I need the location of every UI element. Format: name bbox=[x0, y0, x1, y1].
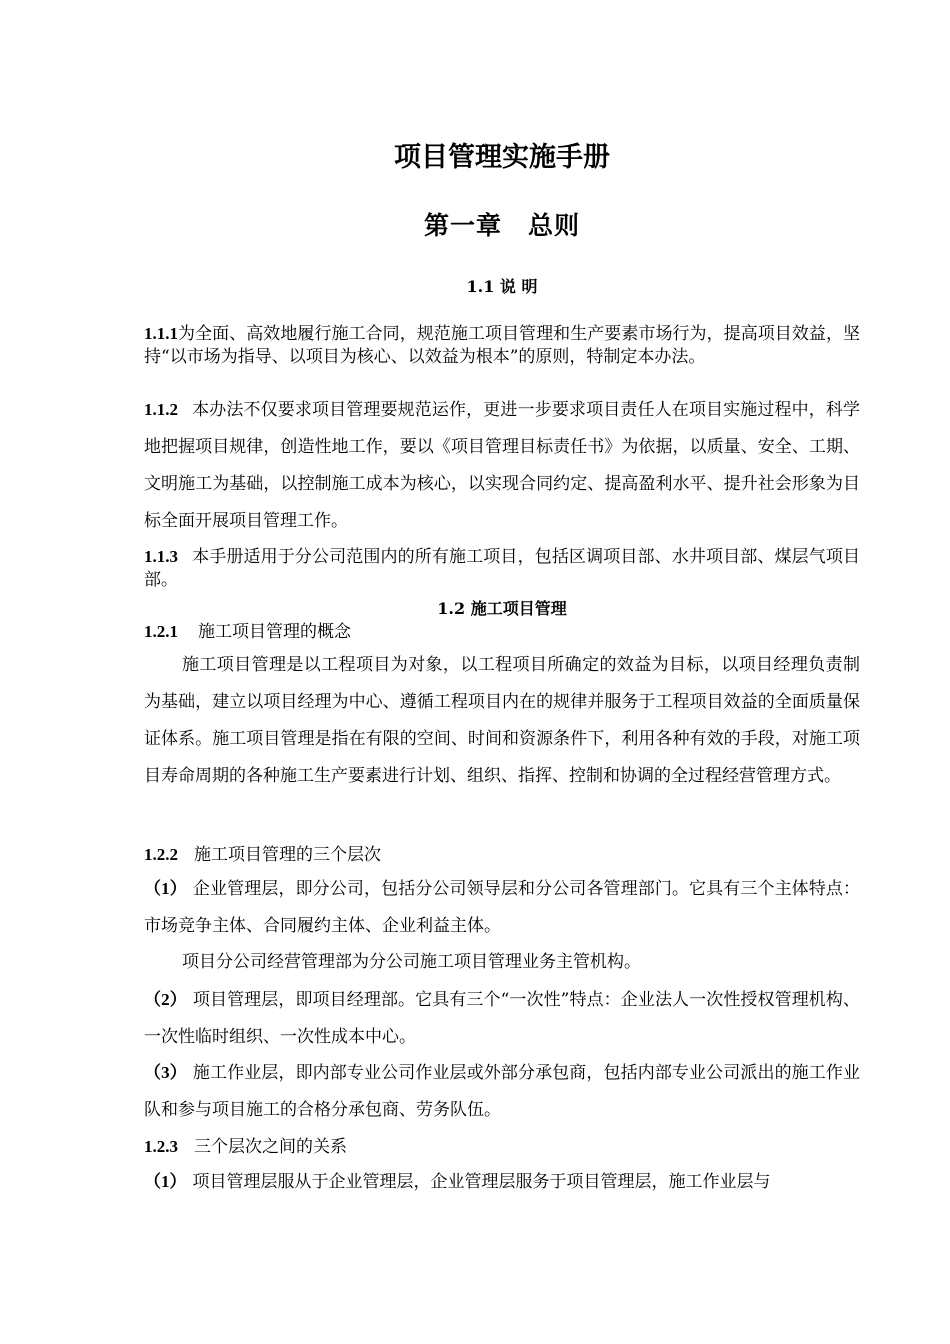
clause-number: 1.1.1 bbox=[144, 324, 178, 343]
clause-number: 1.1.2 bbox=[144, 400, 178, 419]
paragraph-text: 本办法不仅要求项目管理要规范运作，更进一步要求项目责任人在项目实施过程中，科学地把握项目规律，创造性地工作，要以《项目管理目标责任书》为依据，以质量、安全、工期、文明施工为基础，以控制施工成本为核心，以实现合同约定、提高盈利水平、提升社会形象为目标全面开展项目管理工作。 bbox=[144, 400, 860, 531]
paragraph-1-1-3 bbox=[144, 545, 860, 592]
paragraph-note: 项目分公司经营管理部为分公司施工项目管理业务主管机构。 bbox=[182, 952, 641, 972]
paragraph-1-2-1-body: 施工项目管理是以工程项目为对象，以工程项目所确定的效益为目标，以项目经理负责制为基础，建立以项目经理为中心、遵循工程项目内在的规律并服务于工程项目效益的全面质量保证体系。施工项目管理是指在有限的空间、时间和资源条件下，利用各种有效的手段，对施工项目寿命周期的各种施工生产要素进行计划、组织、指挥、控制和协调的全过程经营管理方式。 bbox=[144, 655, 860, 786]
list-item-1-2-2-1 bbox=[144, 870, 860, 945]
subheading-1-2-2 bbox=[144, 843, 860, 867]
clause-number: 1.2.2 bbox=[144, 845, 178, 864]
section-heading-1-1: 1.1 说 明 bbox=[466, 277, 538, 296]
document-title: 项目管理实施手册 bbox=[394, 142, 610, 173]
subheading-text: 施工项目管理的概念 bbox=[198, 622, 351, 642]
subheading-1-2-3 bbox=[144, 1135, 860, 1159]
item-number: （1） bbox=[144, 1172, 187, 1191]
item-number: （3） bbox=[144, 1063, 187, 1082]
paragraph-text: 为全面、高效地履行施工合同，规范施工项目管理和生产要素市场行为，提高项目效益，坚持“以市场为指导、以项目为核心、以效益为根本”的原则，特制定本办法。 bbox=[144, 324, 860, 367]
clause-number: 1.2.3 bbox=[144, 1137, 178, 1156]
item-text: 项目管理层，即项目经理部。它具有三个“一次性”特点：企业法人一次性授权管理机构、一次性临时组织、一次性成本中心。 bbox=[144, 990, 860, 1047]
chapter-heading: 第一章 总则 bbox=[423, 211, 580, 240]
list-item-1-2-3-1 bbox=[144, 1163, 860, 1201]
subheading-text: 三个层次之间的关系 bbox=[194, 1137, 347, 1157]
item-text: 施工作业层，即内部专业公司作业层或外部分承包商，包括内部专业公司派出的施工作业队和参与项目施工的合格分承包商、劳务队伍。 bbox=[144, 1063, 861, 1120]
paragraph-1-1-2 bbox=[144, 391, 860, 540]
section-heading-1-2: 1.2 施工项目管理 bbox=[437, 599, 567, 618]
list-item-1-2-2-3 bbox=[144, 1054, 860, 1129]
item-text: 项目管理层服从于企业管理层，企业管理层服务于项目管理层，施工作业层与 bbox=[192, 1172, 771, 1192]
item-text: 企业管理层，即分公司，包括分公司领导层和分公司各管理部门。它具有三个主体特点：市场竞争主体、合同履约主体、企业利益主体。 bbox=[144, 879, 861, 936]
paragraph-1-1-1 bbox=[144, 322, 860, 369]
subheading-text: 施工项目管理的三个层次 bbox=[194, 845, 381, 865]
item-number: （2） bbox=[144, 990, 187, 1009]
item-number: （1） bbox=[144, 879, 187, 898]
list-item-1-2-2-2 bbox=[144, 981, 860, 1056]
clause-number: 1.1.3 bbox=[144, 547, 178, 566]
subheading-1-2-1 bbox=[144, 620, 860, 644]
paragraph-text: 本手册适用于分公司范围内的所有施工项目，包括区调项目部、水井项目部、煤层气项目部。 bbox=[144, 547, 860, 590]
clause-number: 1.2.1 bbox=[144, 622, 178, 641]
